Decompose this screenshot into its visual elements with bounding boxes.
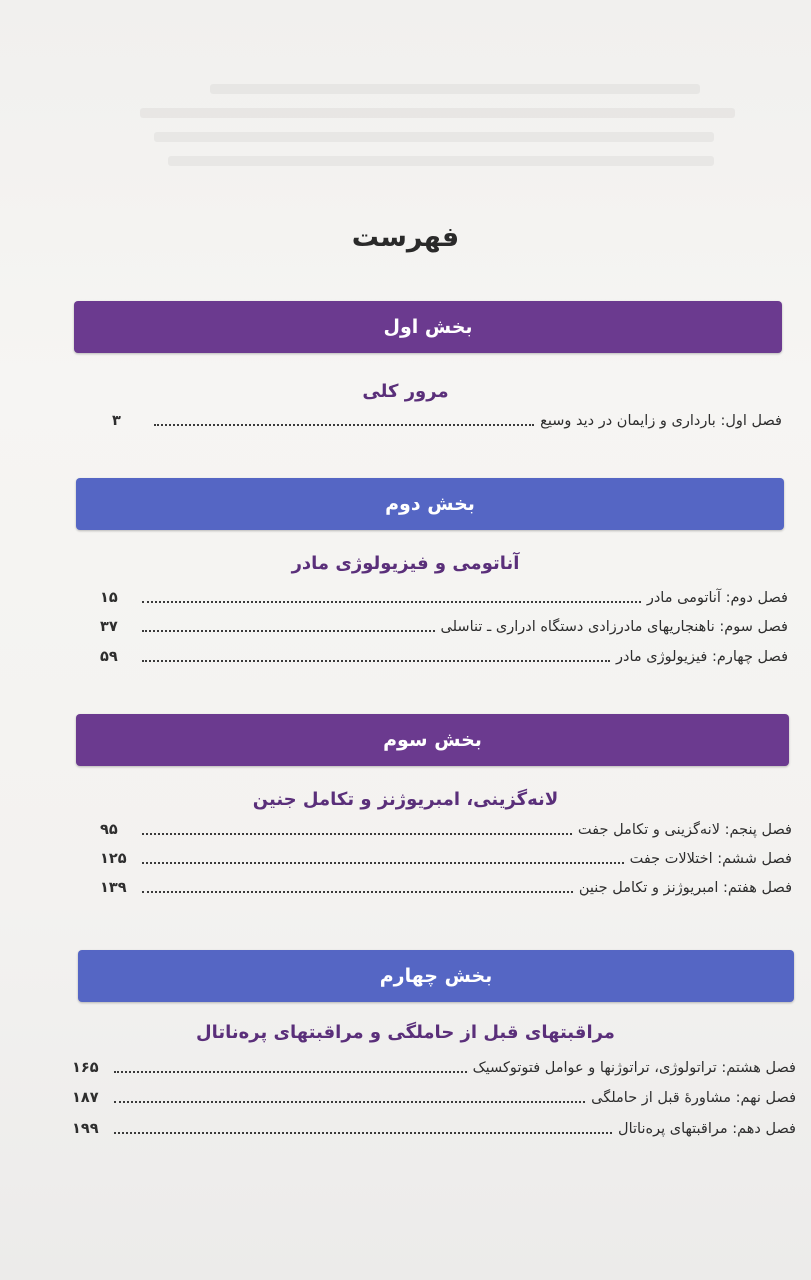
chapter-label: فصل هشتم: تراتولوژی، تراتوژنها و عوامل فتوتوکسیک xyxy=(472,1060,796,1076)
toc-entry-chapter-5[interactable] xyxy=(100,817,792,843)
part-4-section-title: مراقبتهای قبل از حاملگی و مراقبتهای پره‌ناتال xyxy=(196,1022,615,1043)
part-1-header xyxy=(74,301,782,353)
part-2-section-title: آناتومی و فیزیولوژی مادر xyxy=(291,553,520,574)
part-4-header xyxy=(78,950,794,1002)
chapter-label: فصل هفتم: امبریوژنز و تکامل جنین xyxy=(578,880,792,896)
part-1-section-title: مرور کلی xyxy=(362,381,449,402)
part-2-header xyxy=(76,478,784,530)
part-3-section-title: لانه‌گزینی، امبریوژنز و تکامل جنین xyxy=(252,789,559,810)
dot-leader xyxy=(154,424,534,426)
dot-leader xyxy=(114,1071,467,1073)
dot-leader xyxy=(142,833,572,835)
dot-leader xyxy=(142,601,641,603)
page-title: فهرست xyxy=(351,222,460,253)
chapter-label: فصل اول: بارداری و زایمان در دید وسیع xyxy=(540,413,782,429)
part-3-label: بخش سوم xyxy=(383,729,482,751)
toc-entry-chapter-3[interactable] xyxy=(100,614,788,640)
toc-entry-chapter-1[interactable] xyxy=(112,408,782,434)
page-number: ۱۸۷ xyxy=(72,1090,99,1106)
page-number: ۱۲۵ xyxy=(100,851,127,867)
chapter-label: فصل دوم: آناتومی مادر xyxy=(646,590,788,606)
toc-entry-chapter-4[interactable] xyxy=(100,644,788,670)
page-number: ۵۹ xyxy=(100,649,118,665)
page-number: ۳ xyxy=(112,413,121,429)
toc-entry-chapter-6[interactable] xyxy=(100,846,792,872)
part-4-label: بخش چهارم xyxy=(379,965,493,987)
part-2-label: بخش دوم xyxy=(385,493,475,515)
dot-leader xyxy=(114,1132,612,1134)
toc-entry-chapter-8[interactable] xyxy=(72,1055,796,1081)
toc-entry-chapter-7[interactable] xyxy=(100,875,792,901)
chapter-label: فصل ششم: اختلالات جفت xyxy=(629,851,792,867)
toc-entry-chapter-9[interactable] xyxy=(72,1085,796,1111)
dot-leader xyxy=(114,1101,585,1103)
page-number: ۱۵ xyxy=(100,590,118,606)
chapter-label: فصل پنجم: لانه‌گزینی و تکامل جفت xyxy=(577,822,792,838)
chapter-label: فصل دهم: مراقبتهای پره‌ناتال xyxy=(618,1121,796,1137)
part-1-label: بخش اول xyxy=(383,316,473,338)
chapter-label: فصل سوم: ناهنجاریهای مادرزادی دستگاه ادراری ـ تناسلی xyxy=(440,619,788,635)
dot-leader xyxy=(142,891,573,893)
dot-leader xyxy=(142,862,624,864)
page-number: ۳۷ xyxy=(100,619,118,635)
page-number: ۹۵ xyxy=(100,822,118,838)
chapter-label: فصل نهم: مشاورهٔ قبل از حاملگی xyxy=(591,1090,796,1106)
dot-leader xyxy=(142,630,435,632)
part-3-header xyxy=(76,714,789,766)
toc-entry-chapter-2[interactable] xyxy=(100,585,788,611)
page-number: ۱۹۹ xyxy=(72,1121,99,1137)
page-number: ۱۳۹ xyxy=(100,880,127,896)
chapter-label: فصل چهارم: فیزیولوژی مادر xyxy=(616,649,788,665)
dot-leader xyxy=(142,660,610,662)
page-number: ۱۶۵ xyxy=(72,1060,99,1076)
toc-entry-chapter-10[interactable] xyxy=(72,1116,796,1142)
